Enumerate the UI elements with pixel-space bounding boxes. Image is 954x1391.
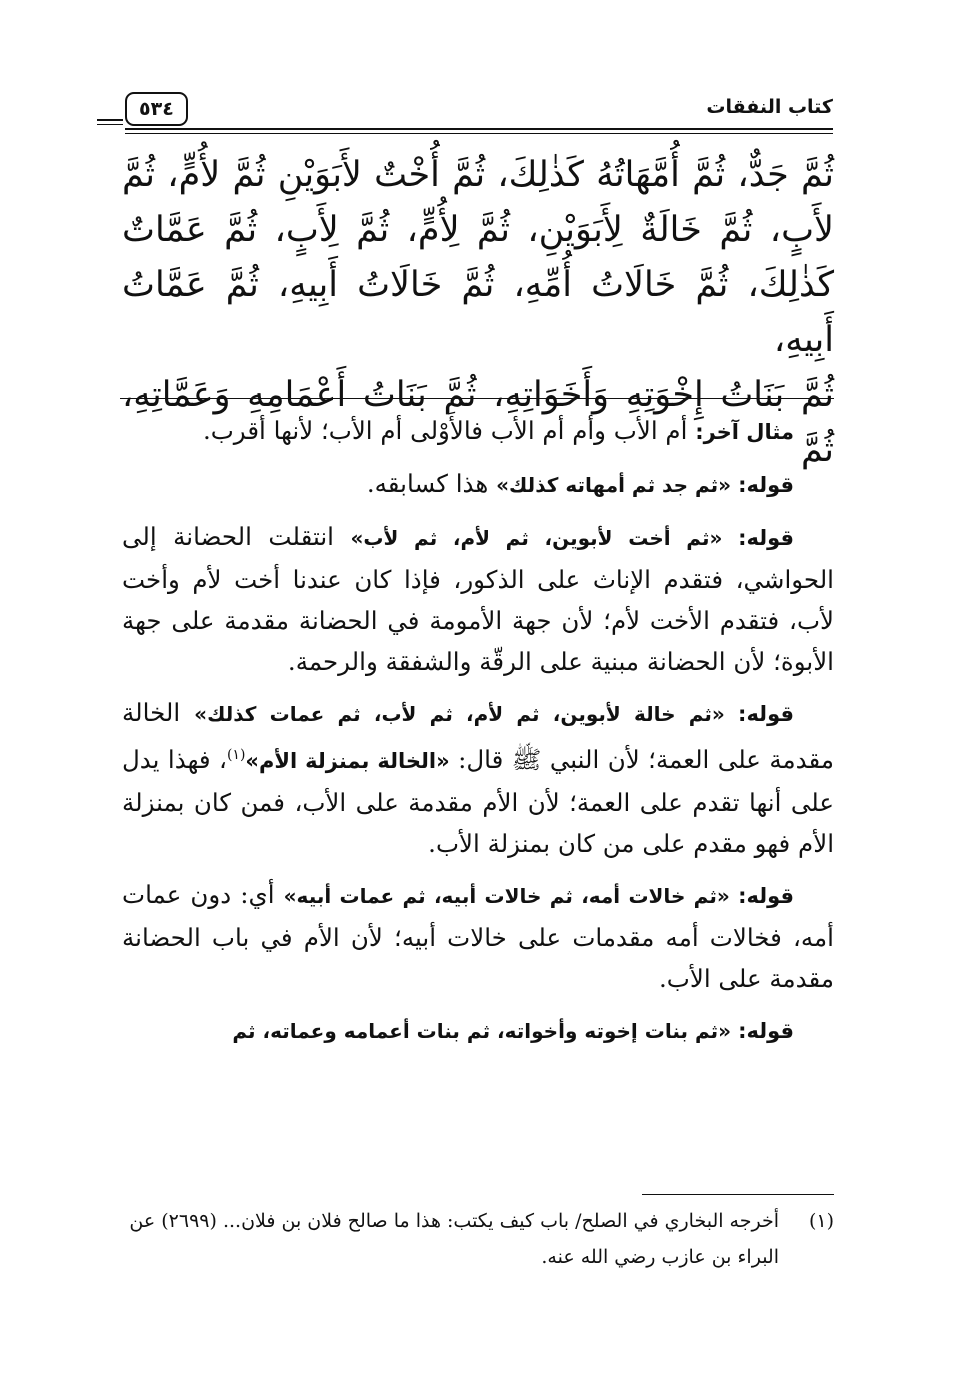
- paragraph-text: أي: دون عمات أمه، فخالات أمه مقدمات على خالات أبيه؛ لأن الأم في باب الحضانة مقدمة على الأب.: [122, 880, 834, 994]
- commentary-paragraph: [122, 410, 834, 453]
- hadith-quote: «الخالة بمنزلة الأم»: [245, 749, 450, 774]
- matn-divider: [120, 398, 834, 399]
- paragraph-text: الخالة مقدمة على العمة؛ لأن النبي ﷺ قال:: [122, 698, 835, 775]
- paragraph-text: أم الأب وأم أم الأب فالأَوْلى أم الأب؛ لأنها أقرب.: [202, 416, 696, 445]
- matn-quote: «ثم جد ثم أمهاته كذلك»: [496, 473, 739, 497]
- paragraph-text: ، فهذا يدل على أنها تقدم على العمة؛ لأن الأم مقدمة على الأب، فمن كان بمنزلة الأم فهو مقدم على من كان بمنزلة الأب.: [122, 745, 834, 859]
- footnote: [122, 1203, 834, 1275]
- page-header: [125, 90, 833, 140]
- matn-quote: «ثم خالات أمه، ثم خالات أبيه، ثم عمات أبيه»: [283, 884, 739, 909]
- footnote-text: أخرجه البخاري في الصلح/ باب كيف يكتب: هذا ما صالح فلان بن فلان... (٢٦٩٩) عن البراء بن عازب رضي الله عنه.: [129, 1210, 779, 1268]
- matn-line: ثُمَّ جَدٌّ، ثُمَّ أُمَّهَاتُهُ كَذٰلِكَ، ثُمَّ أُخْتٌ لأَبَوَيْنِ ثُمَّ لأُمٍّ، ثُمَّ: [122, 155, 834, 195]
- paragraph-text: هذا كسابقه.: [366, 469, 497, 498]
- commentary-paragraph: [122, 874, 834, 999]
- header-rule-short: [97, 119, 123, 125]
- paragraph-lead: مثال آخر:: [695, 420, 794, 444]
- paragraph-lead: قوله:: [738, 702, 794, 726]
- commentary: [122, 410, 834, 1062]
- commentary-paragraph: [122, 1009, 834, 1052]
- page-number: ٥٣٤: [125, 92, 188, 126]
- matn-line: كَذٰلِكَ، ثُمَّ خَالَاتُ أُمِّهِ، ثُمَّ خَالَاتُ أَبِيهِ، ثُمَّ عَمَّاتُ أَبِيهِ،: [122, 265, 834, 360]
- book-title: كتاب النفقات: [706, 96, 833, 118]
- footnote-number: (١): [808, 1210, 834, 1232]
- commentary-paragraph: [122, 692, 834, 864]
- matn-line: لأَبٍ، ثُمَّ خَالَةٌ لِأَبَوَيْنِ، ثُمَّ لِأُمٍّ، ثُمَّ لِأَبٍ، ثُمَّ عَمَّاتٌ: [122, 210, 834, 250]
- paragraph-lead: قوله:: [738, 526, 794, 550]
- matn-quote: «ثم خالة لأبوين، ثم لأم، ثم لأب، ثم عمات كذلك»: [194, 702, 739, 726]
- matn-quote: «ثم أخت لأبوين، ثم لأم، ثم لأب»: [350, 526, 739, 550]
- paragraph-lead: قوله:: [738, 884, 794, 909]
- matn-quote: «ثم بنات إخوته وأخواته، ثم بنات أعمامه وعماته، ثم: [232, 1019, 739, 1044]
- header-rule: [125, 128, 833, 134]
- commentary-paragraph: [122, 516, 834, 682]
- matn-line: ثُمَّ بَنَاتُ إِخْوَتِهِ وَأَخَوَاتِهِ، ثُمَّ بَنَاتُ أَعْمَامِهِ وَعَمَّاتِهِ، ثُمَّ: [122, 375, 834, 470]
- paragraph-text: انتقلت الحضانة إلى الحواشي، فتقدم الإناث على الذكور، فإذا كان عندنا أخت لأم وأخت لأب، فتقدم الأخت لأم؛ لأن جهة الأمومة في الحضانة مقدمة على جهة الأبوة؛ لأن الحضانة مبنية على الرقّة والشفقة والرحمة.: [122, 522, 834, 676]
- footnote-divider: [642, 1194, 834, 1195]
- paragraph-lead: قوله:: [738, 473, 794, 497]
- paragraph-lead: قوله:: [738, 1019, 794, 1044]
- footnote-reference[interactable]: (١): [226, 747, 246, 763]
- commentary-paragraph: [122, 463, 834, 506]
- page-number-badge: [125, 92, 188, 126]
